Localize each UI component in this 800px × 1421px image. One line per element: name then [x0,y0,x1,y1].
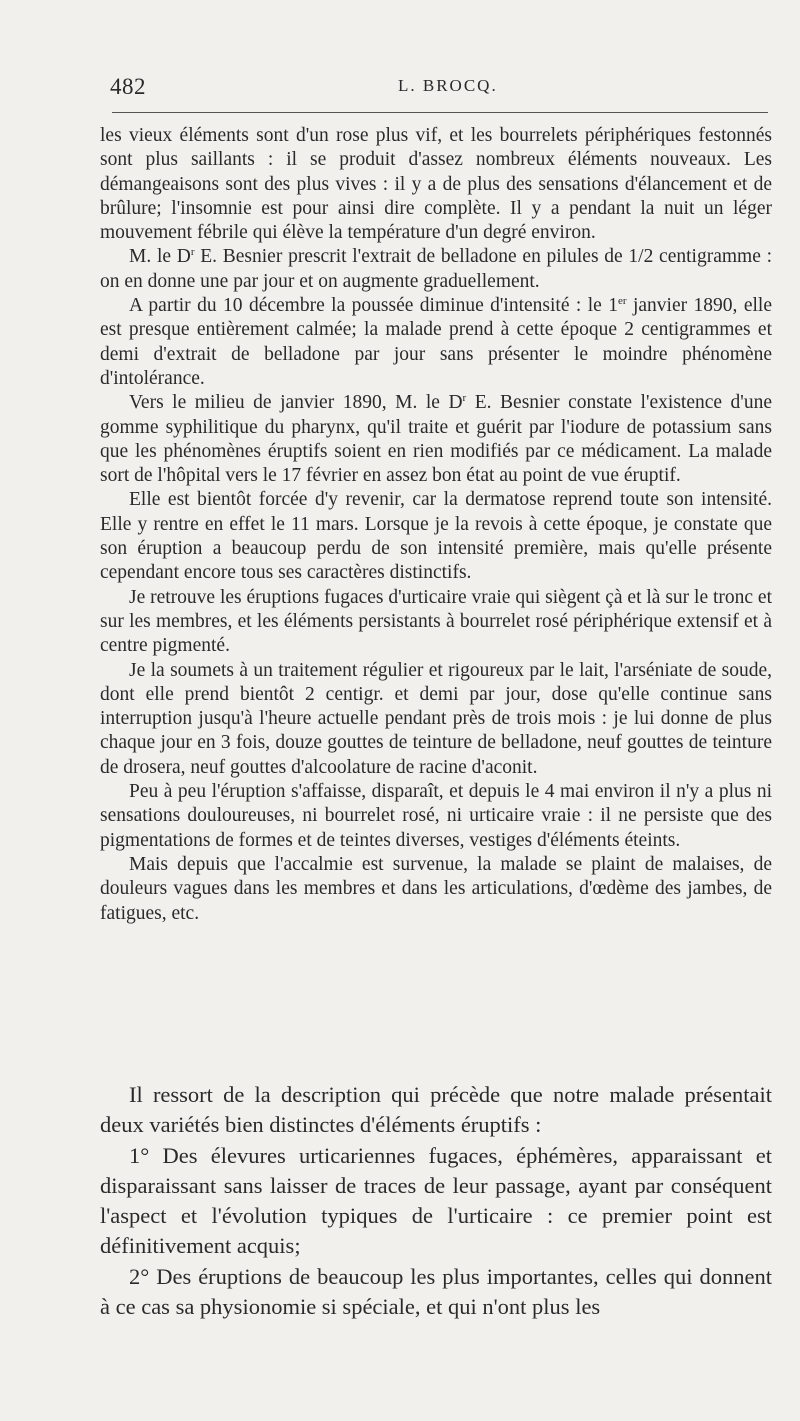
paragraph: Mais depuis que l'accalmie est survenue, la malade se plaint de malaises, de douleurs vagues dans les membres et dans les articulations, d'œdème des jambes, de fatigues, etc. [100,853,772,924]
discussion-text [100,1080,772,1322]
paragraph: A partir du 10 décembre la poussée diminue d'intensité : le 1er janvier 1890, elle est presque entièrement calmée; la malade prend à cette époque 2 centigrammes et demi d'extrait de belladone par jour sans présenter le moindre phénomène d'intolérance. [100,295,772,389]
paragraph: Je la soumets à un traitement régulier et rigoureux par le lait, l'arséniate de soude, dont elle prend bientôt 2 centigr. et demi par jour, dose qu'elle continue sans interruption jusqu'à l'heure actuelle pendant près de trois mois : je lui donne de plus chaque jour en 3 fois, douze gouttes de teinture de belladone, neuf gouttes de teinture de drosera, neuf gouttes d'alcoolature de racine d'aconit. [100,659,772,778]
header-rule [112,112,768,113]
paragraph: M. le $D^r$ E. Besnier prescrit l'extrait de belladone en pilules de 1/2 centigramme : on en donne une par jour et on augmente graduellement. [100,246,772,292]
paragraph: les vieux éléments sont d'un rose plus vif, et les bourrelets périphériques festonnés sont plus saillants : il se produit d'assez nombreux éléments nouveaux. Les démangeaisons sont des plus vives : il y a de plus des sensations d'élancement et de brûlure; l'insomnie est pour ainsi dire complète. Il y a pendant la nuit un léger mouvement fébrile qui élève la température d'un degré environ. [100,125,772,244]
paragraph: Vers le milieu de janvier 1890, M. le $D^r$ E. Besnier constate l'existence d'une gomme syphilitique du pharynx, qu'il traite et guérit par l'iodure de potassium sans que les phénomènes éruptifs soient en rien modifiés par ce médicament. La malade sort de l'hôpital vers le 17 février en assez bon état au point de vue éruptif. [100,392,772,487]
paragraph: Il ressort de la description qui précède que notre malade présentait deux variétés bien distinctes d'éléments éruptifs : [100,1082,772,1138]
paragraph: 1° Des élevures urticariennes fugaces, éphémères, apparaissant et disparaissant sans laisser de traces de leur passage, ayant par conséquent l'aspect et l'évolution typiques de l'urticaire : ce premier point est définitivement acquis; [100,1142,772,1259]
paragraph: Je retrouve les éruptions fugaces d'urticaire vraie qui siègent çà et là sur le tronc et sur les membres, et les éléments persistants à bourrelet rosé périphérique extensif et à centre pigmenté. [100,586,772,657]
paragraph: 2° Des éruptions de beaucoup les plus importantes, celles qui donnent à ce cas sa physionomie si spéciale, et qui n'ont plus les [100,1263,772,1320]
case-report-text [100,124,772,926]
running-head: L. BROCQ. [398,76,498,95]
page-header [110,68,770,108]
paragraph: Elle est bientôt forcée d'y revenir, car la dermatose reprend toute son intensité. Elle y rentre en effet le 11 mars. Lorsque je la revois à cette époque, je constate que son éruption a beaucoup perdu de son intensité première, mais qu'elle présente cependant encore tous ses caractères distinctifs. [100,489,772,584]
paragraph: Peu à peu l'éruption s'affaisse, disparaît, et depuis le 4 mai environ il n'y a plus ni sensations douloureuses, ni bourrelet rosé, ni urticaire vraie : il ne persiste que des pigmentations de formes et de teintes diverses, vestiges d'éléments éteints. [100,781,772,851]
page-number: 482 [110,74,146,99]
